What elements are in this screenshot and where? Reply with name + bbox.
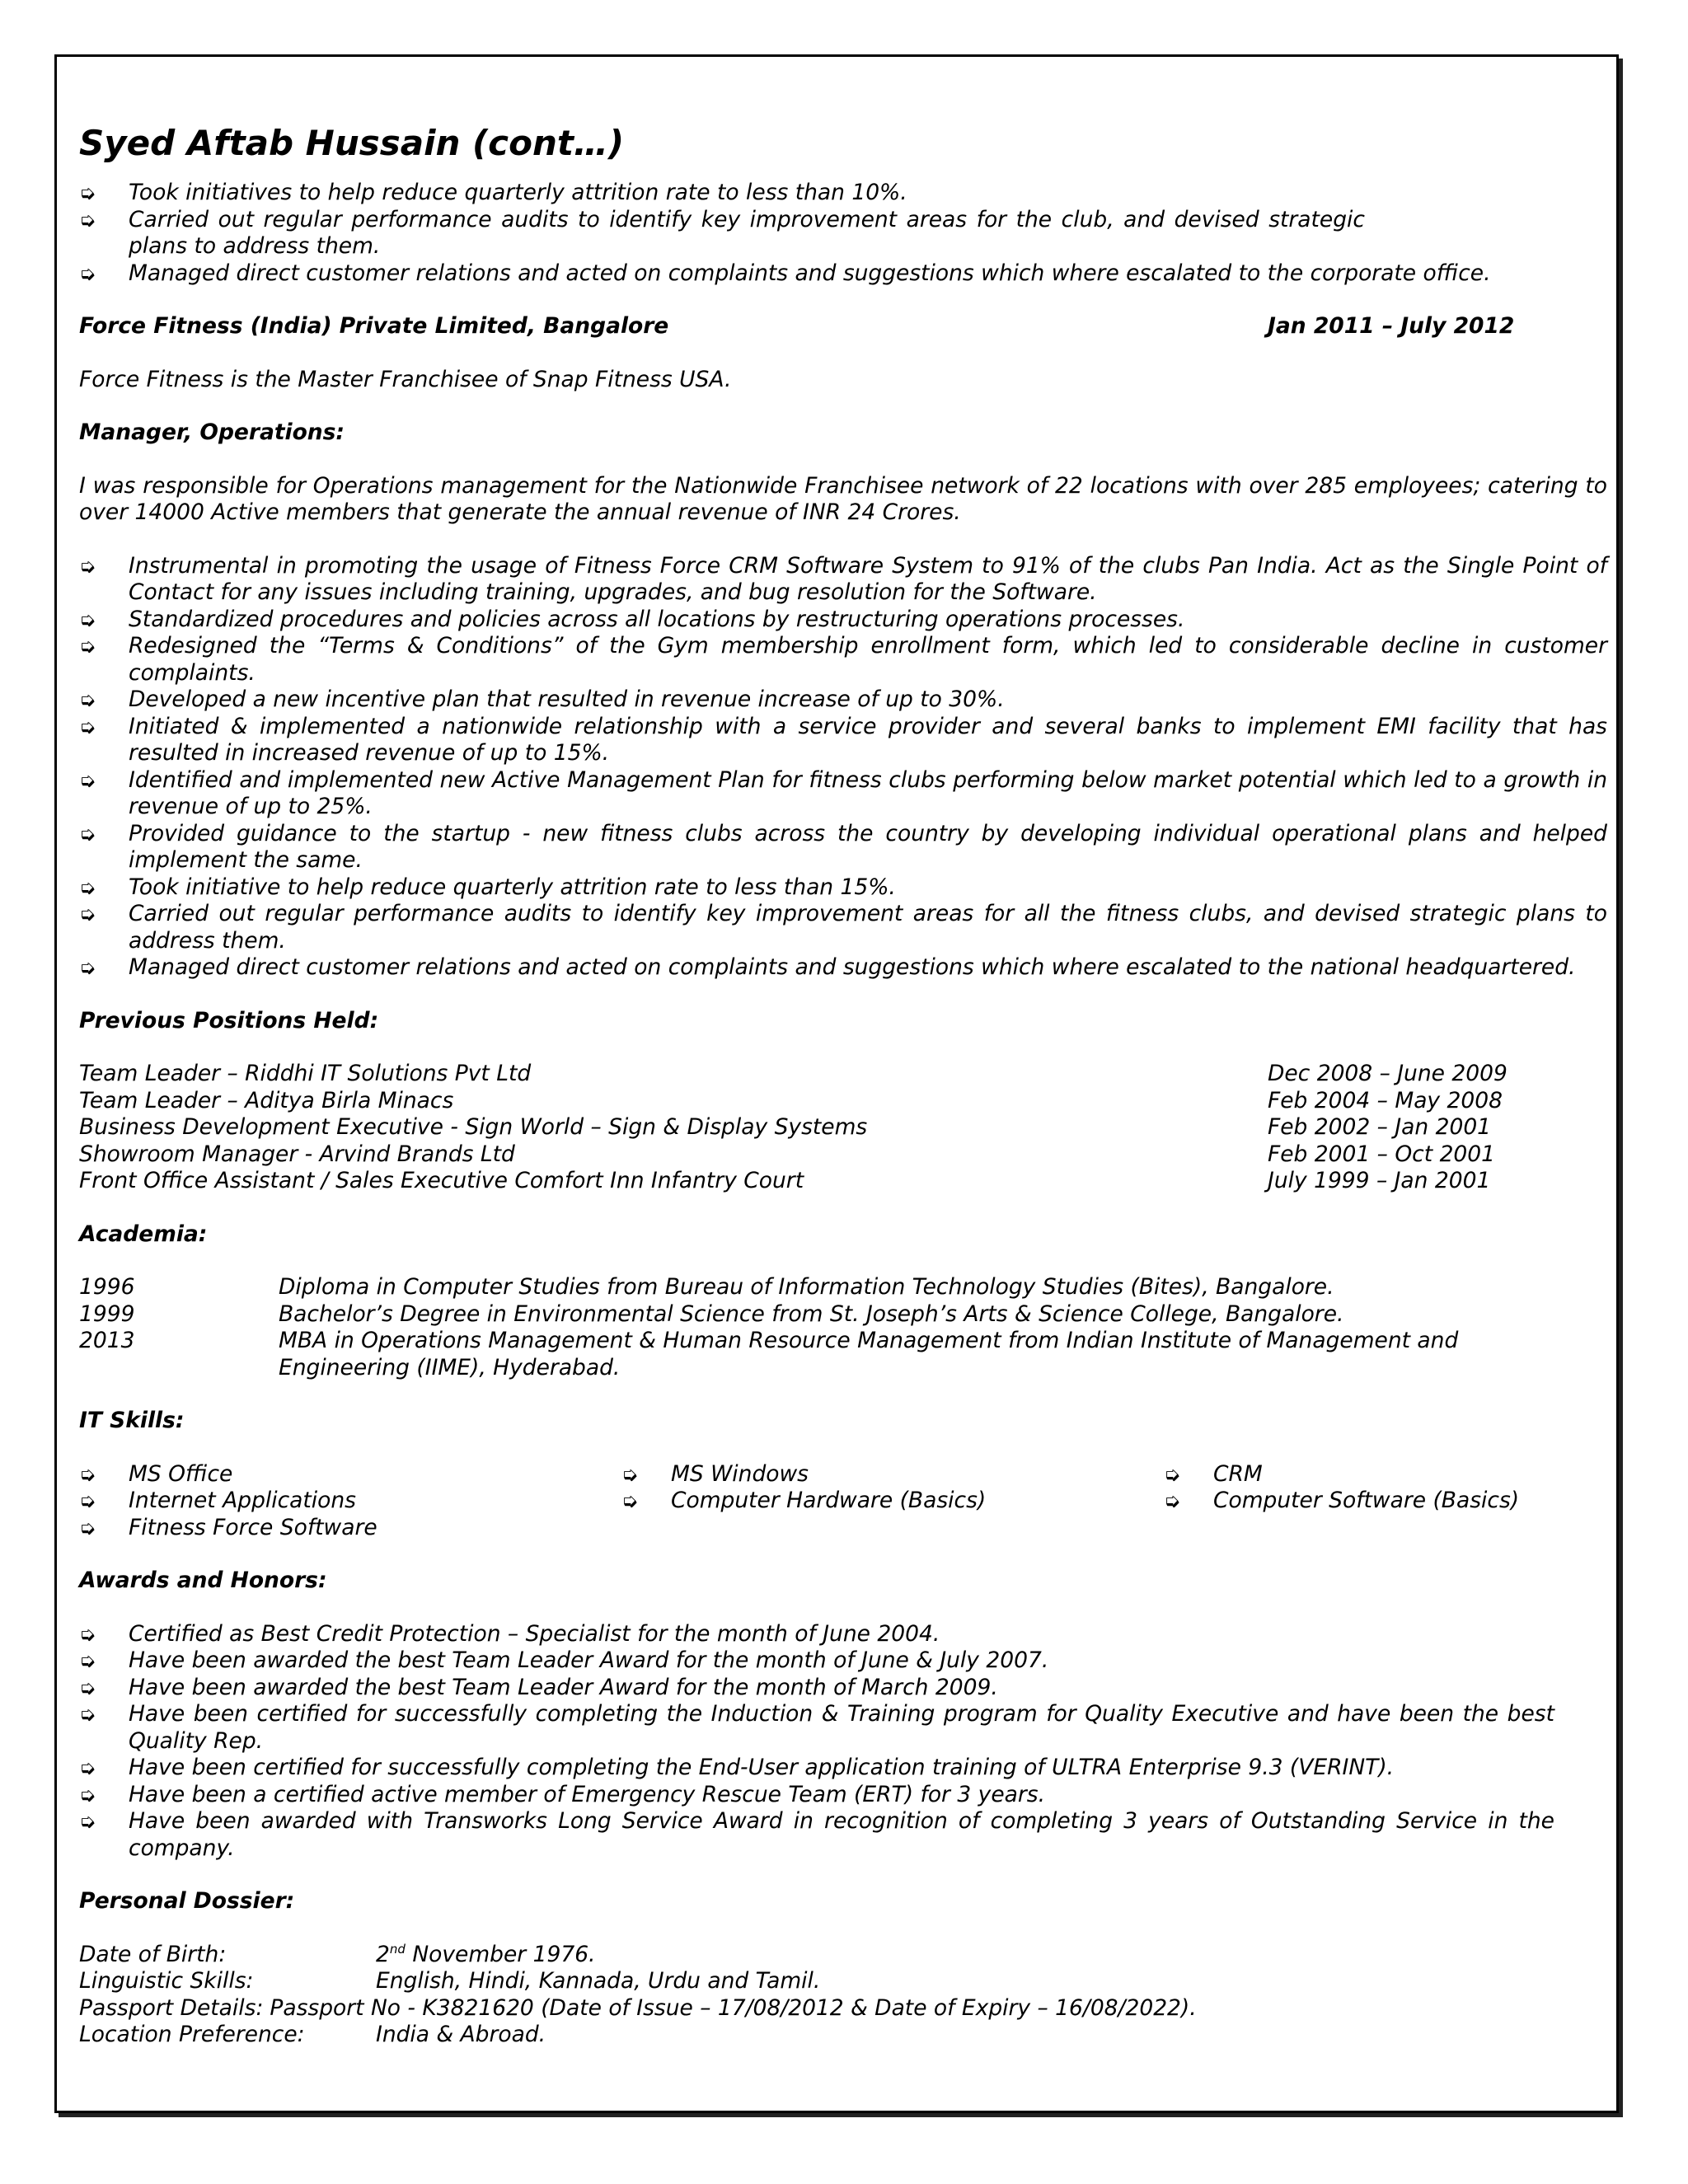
list-item: ➭ Took initiative to help reduce quarterly attrition rate to less than 15%. (79, 874, 896, 900)
linguistic-label: Linguistic Skills: (79, 1968, 254, 1994)
arrow-bullet-icon: ➭ (79, 1783, 96, 1807)
table-row: 1996 Diploma in Computer Studies from Bureau of Information Technology Studies (Bites), Bangalore. (79, 1274, 1334, 1300)
list-item: ➭ Developed a new incentive plan that resulted in revenue increase of up to 30%. (79, 687, 1005, 712)
dob-value: 2nd November 1976. (376, 1941, 596, 1967)
page-title: Syed Aftab Hussain (cont…) (79, 123, 625, 163)
arrow-bullet-icon: ➭ (1164, 1489, 1181, 1512)
job-role: Manager, Operations: (79, 419, 345, 445)
company-description: Force Fitness is the Master Franchisee of Snap Fitness USA. (79, 366, 732, 392)
arrow-bullet-icon: ➭ (79, 822, 96, 846)
list-item: ➭ Have been certified for successfully completing the End-User application training of ULTRA Enterprise 9.3 (VERINT). (79, 1755, 1395, 1780)
list-item: ➭ Initiated & implemented a nationwide relationship with a service provider and several banks to implement EMI facility that has resulted in increased revenue of up to 15%. (79, 713, 1607, 766)
table-row: 2013 MBA in Operations Management & Human Resource Management from Indian Institute of Management and Engineering (IIME), Hyderabad. (79, 1328, 1459, 1380)
table-row (79, 1995, 1612, 2022)
table-row: Team Leader – Aditya Birla Minacs Feb 2004 – May 2008 (79, 1087, 1503, 1113)
arrow-bullet-icon: ➭ (79, 1516, 96, 1540)
company-name: Force Fitness (India) Private Limited, Bangalore (79, 313, 669, 339)
passport-label: Passport Details: (79, 1994, 264, 2021)
academia-list (79, 1274, 1612, 1381)
personal-dossier (79, 1942, 1612, 2049)
arrow-bullet-icon: ➭ (79, 635, 96, 658)
academia-heading: Academia: (79, 1221, 208, 1247)
arrow-bullet-icon: ➭ (79, 688, 96, 711)
intro-bullet-list (79, 180, 1491, 287)
arrow-bullet-icon: ➭ (79, 1489, 96, 1512)
list-item: ➭ Internet Applications (79, 1488, 356, 1513)
list-item: ➭ Identified and implemented new Active Management Plan for fitness clubs performing below market potential which led to a growth in revenue of up to 25%. (79, 766, 1607, 819)
list-item: ➭ Took initiatives to help reduce quarterly attrition rate to less than 10%. (79, 180, 907, 205)
list-item: ➭ Standardized procedures and policies across all locations by restructuring operations processes. (79, 606, 1185, 632)
table-row: Business Development Executive - Sign World – Sign & Display Systems Feb 2002 – Jan 2001 (79, 1114, 1492, 1140)
arrow-bullet-icon: ➭ (79, 768, 96, 792)
list-item: ➭ Provided guidance to the startup - new fitness clubs across the country by developing individual operational plans and helped implement the same. (79, 820, 1607, 873)
list-item: ➭ Certified as Best Credit Protection – Specialist for the month of June 2004. (79, 1620, 940, 1647)
it-skills-heading: IT Skills: (79, 1408, 185, 1433)
job-summary: I was responsible for Operations management for the Nationwide Franchisee network of 22 locations with over 285 employees; catering to over 14000 Active members that generate the annual revenue of INR 24 Crores. (79, 472, 1607, 525)
list-item: ➭ Have been awarded with Transworks Long Service Award in recognition of completing 3 years of Outstanding Service in the company. (79, 1808, 1554, 1861)
list-item: ➭ Have been awarded the best Team Leader Award for the month of June & July 2007. (79, 1647, 1049, 1673)
arrow-bullet-icon: ➭ (79, 208, 96, 232)
arrow-bullet-icon: ➭ (621, 1489, 639, 1512)
arrow-bullet-icon: ➭ (79, 1462, 96, 1486)
arrow-bullet-icon: ➭ (79, 956, 96, 979)
arrow-bullet-icon: ➭ (79, 902, 96, 926)
list-item: ➭ Computer Software (Basics) (1164, 1488, 1520, 1513)
dossier-heading: Personal Dossier: (79, 1888, 295, 1914)
dob-label: Date of Birth: (79, 1941, 227, 1967)
list-item: ➭ Have been certified for successfully completing the Induction & Training program for Quality Executive and have been the best Quality Rep. (79, 1701, 1554, 1754)
job-dates: Jan 2011 – July 2012 (1268, 313, 1515, 339)
arrow-bullet-icon: ➭ (79, 715, 96, 738)
table-row (79, 1968, 1612, 1995)
location-value: India & Abroad. (376, 2022, 546, 2047)
table-row: Front Office Assistant / Sales Executive Comfort Inn Infantry Court July 1999 – Jan 2001 (79, 1168, 1491, 1193)
arrow-bullet-icon: ➭ (79, 607, 96, 631)
list-item: ➭ MS Office (79, 1460, 233, 1487)
arrow-bullet-icon: ➭ (79, 1649, 96, 1672)
arrow-bullet-icon: ➭ (79, 181, 96, 204)
arrow-bullet-icon: ➭ (79, 875, 96, 899)
table-row: Team Leader – Riddhi IT Solutions Pvt Ltd Dec 2008 – June 2009 (79, 1061, 1507, 1086)
linguistic-value: English, Hindi, Kannada, Urdu and Tamil. (376, 1968, 821, 1994)
awards-heading: Awards and Honors: (79, 1568, 327, 1593)
list-item: ➭ Fitness Force Software (79, 1514, 377, 1540)
previous-positions-list (79, 1061, 1612, 1195)
table-row: Showroom Manager - Arvind Brands Ltd Feb 2001 – Oct 2001 (79, 1141, 1496, 1167)
list-item: ➭ Instrumental in promoting the usage of Fitness Force CRM Software System to 91% of the clubs Pan India. Act as the Single Point of Contact for any issues including training, upgrades, and bug resolution for the Software. (79, 552, 1607, 605)
table-row (79, 1942, 1612, 1969)
it-skills-grid (79, 1461, 1612, 1542)
list-item: ➭ Have been a certified active member of Emergency Rescue Team (ERT) for 3 years. (79, 1781, 1045, 1807)
arrow-bullet-icon: ➭ (79, 1810, 96, 1833)
list-item: ➭ Managed direct customer relations and acted on complaints and suggestions which where escalated to the corporate office. (79, 260, 1491, 286)
list-item: ➭ Managed direct customer relations and acted on complaints and suggestions which where escalated to the national headquartered. (79, 954, 1576, 980)
list-item: ➭ Computer Hardware (Basics) (621, 1488, 987, 1513)
table-row (79, 2022, 1612, 2049)
arrow-bullet-icon: ➭ (1164, 1462, 1181, 1486)
arrow-bullet-icon: ➭ (79, 1622, 96, 1646)
awards-list (79, 1621, 1554, 1863)
list-item: ➭ Have been awarded the best Team Leader Award for the month of March 2009. (79, 1674, 998, 1700)
passport-value: Passport No - K3821620 (Date of Issue – 17/08/2012 & Date of Expiry – 16/08/2022). (270, 1994, 1197, 2021)
previous-positions-heading: Previous Positions Held: (79, 1007, 379, 1033)
arrow-bullet-icon: ➭ (79, 1675, 96, 1699)
list-item: ➭ CRM (1164, 1460, 1263, 1487)
table-row: 1999 Bachelor’s Degree in Environmental Science from St. Joseph’s Arts & Science College, Bangalore. (79, 1301, 1344, 1327)
arrow-bullet-icon: ➭ (621, 1462, 639, 1486)
arrow-bullet-icon: ➭ (79, 1703, 96, 1726)
location-label: Location Preference: (79, 2022, 305, 2047)
list-item: ➭ MS Windows (621, 1460, 809, 1487)
arrow-bullet-icon: ➭ (79, 1756, 96, 1779)
arrow-bullet-icon: ➭ (79, 554, 96, 578)
list-item: ➭ Carried out regular performance audits to identify key improvement areas for all the fitness clubs, and devised strategic plans to address them. (79, 901, 1607, 954)
arrow-bullet-icon: ➭ (79, 261, 96, 285)
list-item: ➭ Carried out regular performance audits to identify key improvement areas for the club, and devised strategic plans to address them. (79, 206, 1365, 259)
resume-page (79, 122, 1612, 2049)
job-bullet-list (79, 553, 1607, 982)
list-item: ➭ Redesigned the “Terms & Conditions” of the Gym membership enrollment form, which led to considerable decline in customer complaints. (79, 633, 1607, 686)
job-header (79, 313, 1612, 340)
